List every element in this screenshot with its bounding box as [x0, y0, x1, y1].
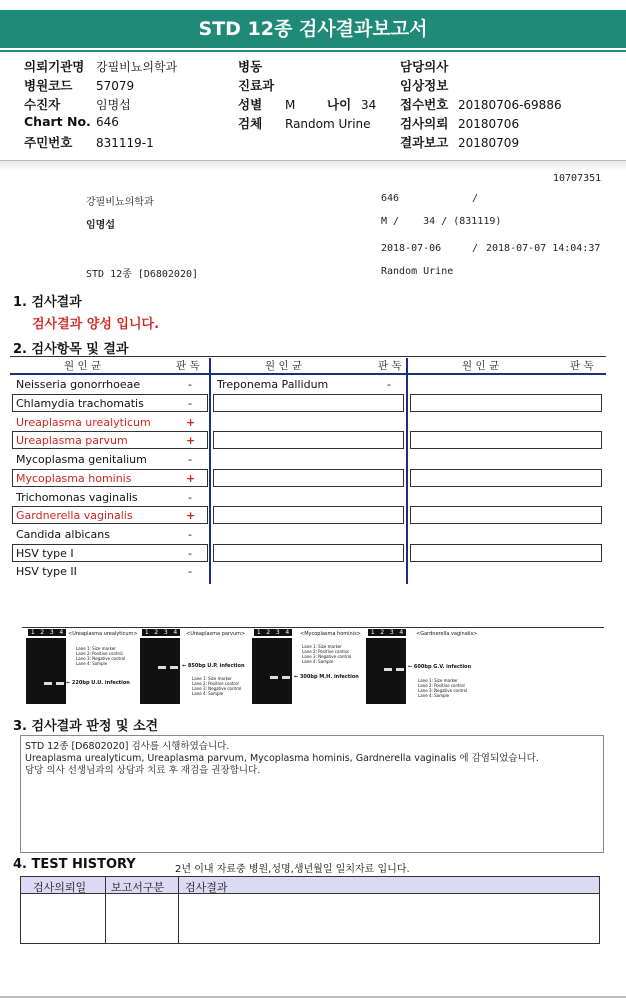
positive-result-text: 검사결과 양성 입니다.	[32, 317, 160, 332]
pathogen-name: Mycoplasma genitalium	[16, 453, 147, 466]
pathogen-name: Trichomonas vaginalis	[16, 491, 138, 504]
pathogen-name: Treponema Pallidum	[217, 378, 329, 391]
gel-band	[384, 668, 392, 671]
opinion-text: STD 12종 [D6802020] 검사를 시행하였습니다. Ureaplasma urealyticum, Ureaplasma parvum, Mycoplasma hominis, Gardnerella vaginalis 에 감염되었습니다. 담당 의사 선생님과의 상담과 치료 후 재검을 권장합니다.	[25, 741, 539, 776]
empty-row	[410, 544, 602, 562]
col-pathogen-2: 원 인 균	[265, 360, 303, 372]
header-field: 접수번호 20180706-69886	[400, 97, 562, 112]
gel-band	[44, 682, 52, 685]
header-col-3	[400, 57, 620, 152]
pathogen-result: -	[188, 378, 192, 391]
gel-band-label: ← 600bp G.V. infection	[408, 664, 472, 670]
header-field: 검체 Random Urine	[238, 116, 371, 131]
history-col-type: 보고서구분	[111, 881, 165, 894]
col-result-3: 판 독	[570, 360, 594, 372]
pathogen-result: -	[188, 453, 192, 466]
header-field: Chart No. 646	[24, 114, 119, 129]
empty-row	[213, 394, 404, 412]
history-col-result: 검사결과	[185, 881, 228, 894]
gel-band	[282, 676, 290, 679]
pathogen-result: +	[186, 416, 196, 429]
gel-images	[24, 630, 598, 706]
empty-row	[213, 506, 404, 524]
history-note: 2년 이내 자료중 병원,성명,생년월일 일치자료 입니다.	[175, 864, 410, 875]
title-underline	[0, 50, 626, 52]
sub-sex-age: M / 34 / (831119)	[381, 216, 502, 227]
empty-row	[410, 469, 602, 487]
gel-legend: Lane 1: Size marker Lane 2: Positive control Lane 3: Negative control Lane 4: Sample	[418, 678, 468, 698]
header-divider	[0, 160, 626, 171]
pathogen-result: -	[188, 528, 192, 541]
sub-date-sep: /	[472, 243, 479, 254]
gel-band-label: ← 300bp M.H. infection	[294, 674, 359, 680]
history-col-divider	[178, 877, 179, 943]
pathogen-name: HSV type II	[16, 565, 77, 578]
section-4-title: 4. TEST HISTORY	[13, 857, 136, 872]
gel-panel	[24, 630, 138, 706]
pathogen-result: +	[186, 509, 196, 522]
header-field: 담당의사	[400, 59, 449, 74]
gel-title: <Ureaplasma urealyticum>	[68, 631, 138, 637]
pathogen-result: +	[186, 434, 196, 447]
history-header	[21, 877, 599, 894]
gel-band	[170, 666, 178, 669]
header-field: 병원코드 57079	[24, 78, 135, 93]
header-field: 진료과	[238, 78, 275, 93]
gel-lane-numbers: 1 2 3 4	[142, 629, 180, 636]
gel-title: <Mycoplasma hominis>	[300, 631, 361, 637]
gel-band	[158, 666, 166, 669]
gel-band-label: ← 220bp U.U. infection	[66, 680, 130, 686]
sub-chart: 646	[381, 193, 400, 204]
column-divider	[406, 358, 408, 584]
pathogen-name: Chlamydia trachomatis	[16, 397, 144, 410]
gel-panel	[140, 630, 250, 706]
opinion-box	[20, 735, 604, 853]
empty-row	[213, 469, 404, 487]
age-label: 나이	[327, 97, 352, 112]
sub-specimen: Random Urine	[381, 266, 454, 277]
pathogen-result: -	[188, 565, 192, 578]
sub-slash: /	[472, 193, 479, 204]
gel-lane-numbers: 1 2 3 4	[28, 629, 66, 636]
sub-id: 10707351	[553, 173, 602, 184]
pathogen-name: HSV type I	[16, 547, 74, 560]
gel-title: <Ureaplasma parvum>	[186, 631, 246, 637]
empty-row	[410, 506, 602, 524]
header-col-2	[238, 57, 398, 133]
section-1-title: 1. 검사결과	[13, 295, 82, 310]
empty-row	[410, 394, 602, 412]
col-pathogen-1: 원 인 균	[64, 360, 102, 372]
gel-photo	[252, 638, 292, 704]
section-2-title: 2. 검사항목 및 결과	[13, 342, 129, 357]
col-result-1: 판 독	[176, 360, 200, 372]
pathogen-result: -	[188, 491, 192, 504]
header-col-1	[24, 57, 234, 152]
pathogen-name: Mycoplasma hominis	[16, 472, 132, 485]
pathogen-name: Candida albicans	[16, 528, 110, 541]
header-field: 결과보고 20180709	[400, 135, 520, 150]
gel-band	[56, 682, 64, 685]
sub-date-to: 2018-07-07 14:04:37	[486, 243, 601, 254]
header-field: 검사의뢰 20180706	[400, 116, 520, 131]
empty-row	[410, 431, 602, 449]
pathogen-result: -	[387, 378, 391, 391]
gel-panel	[252, 630, 364, 706]
gel-lane-numbers: 1 2 3 4	[254, 629, 292, 636]
gel-panel	[366, 630, 486, 706]
gel-legend: Lane 1: Size marker Lane 2: Positive control Lane 3: Negative control Lane 4: Sample	[192, 676, 242, 696]
col-result-2: 판 독	[378, 360, 402, 372]
gel-legend: Lane 1: Size marker Lane 2: Positive control Lane 3: Negative control Lane 4: Sample	[302, 644, 352, 664]
age-value: 34	[361, 98, 377, 112]
report-title: STD 12종 검사결과보고서	[0, 10, 626, 48]
header-field: 수진자 임명섭	[24, 97, 131, 112]
pathogen-name: Gardnerella vaginalis	[16, 509, 133, 522]
section-3-title: 3. 검사결과 판정 및 소견	[13, 719, 159, 734]
gel-band	[396, 668, 404, 671]
history-col-date: 검사의뢰일	[33, 881, 87, 894]
gel-band	[270, 676, 278, 679]
pathogen-name: Neisseria gonorrhoeae	[16, 378, 141, 391]
sub-test-code: STD 12종 [D6802020]	[86, 269, 199, 280]
header-field: 의뢰기관명 강필비뇨의학과	[24, 59, 178, 74]
gel-legend: Lane 1: Size marker Lane 2: Positive control Lane 3: Negative control Lane 4: Sample	[76, 646, 126, 666]
pathogen-result: +	[186, 472, 196, 485]
gel-photo	[366, 638, 406, 704]
pathogen-name: Ureaplasma urealyticum	[16, 416, 151, 429]
header-field: 주민번호 831119-1	[24, 135, 154, 150]
sub-patient: 임명섭	[86, 220, 115, 231]
gel-photo	[140, 638, 180, 704]
header-field: 병동	[238, 59, 263, 74]
header-field: 임상정보	[400, 78, 449, 93]
pathogen-result: -	[188, 547, 192, 560]
page-bottom-rule	[0, 996, 626, 998]
pathogen-name: Ureaplasma parvum	[16, 434, 128, 447]
test-table-header	[10, 356, 606, 375]
gel-top-rule	[22, 627, 604, 628]
gel-band-label: ← 850bp U.P. infection	[182, 663, 245, 669]
history-table	[20, 876, 600, 944]
gel-lane-numbers: 1 2 3 4	[368, 629, 406, 636]
col-pathogen-3: 원 인 균	[462, 360, 500, 372]
gel-photo	[26, 638, 66, 704]
empty-row	[213, 544, 404, 562]
sub-date-from: 2018-07-06	[381, 243, 442, 254]
pathogen-result: -	[188, 397, 192, 410]
column-divider	[209, 358, 211, 584]
sub-clinic: 강필비뇨의학과	[86, 197, 154, 208]
empty-row	[213, 431, 404, 449]
history-col-divider	[105, 877, 106, 943]
header-field: 성별 M 나이 34	[238, 97, 377, 112]
gel-title: <Gardnerella vaginalis>	[416, 631, 478, 637]
